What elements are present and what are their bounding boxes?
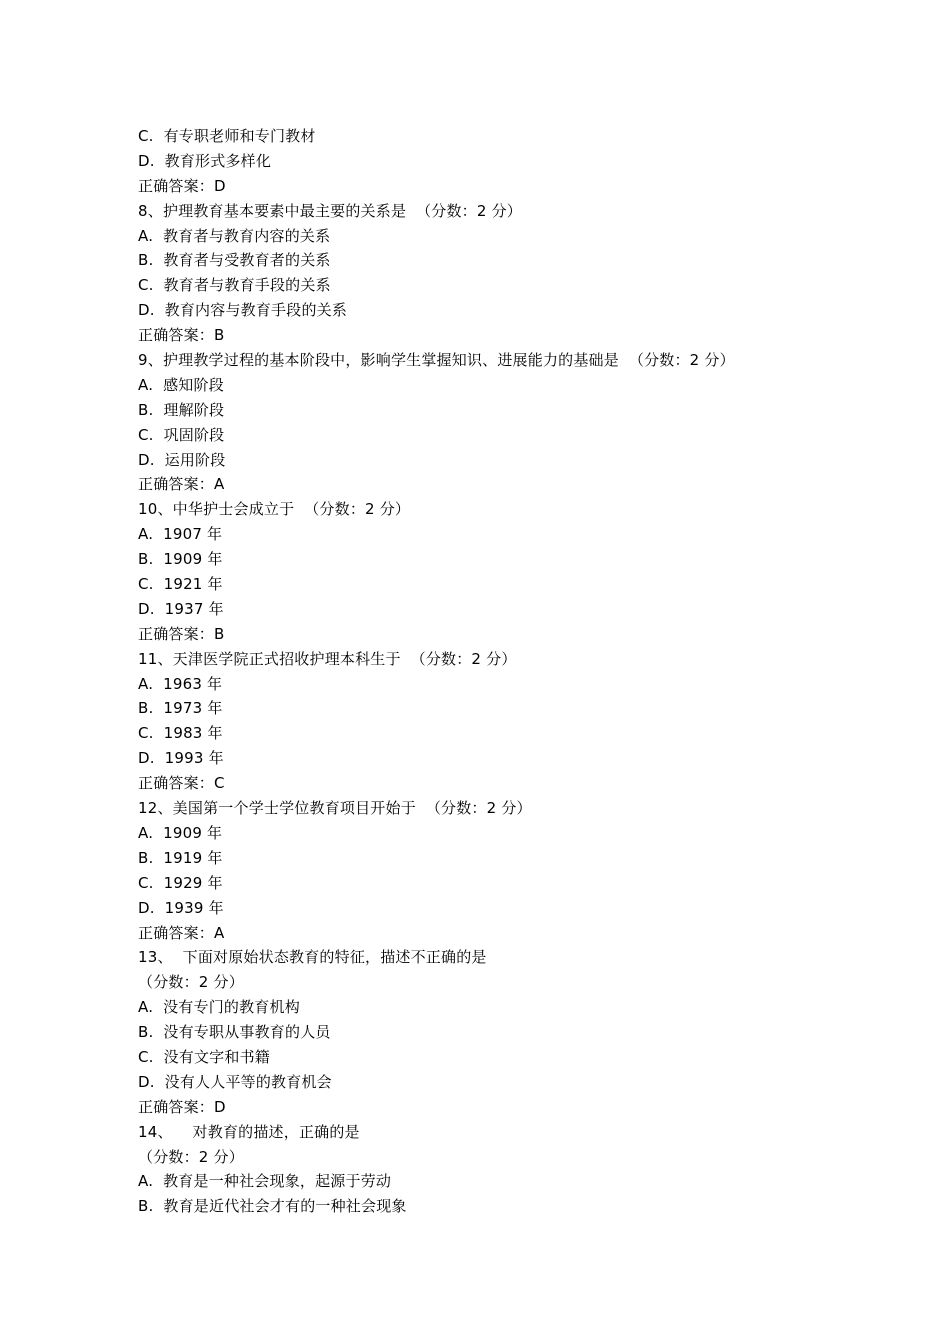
option-text: A. 教育者与教育内容的关系 xyxy=(138,226,331,245)
option-text: D. 教育内容与教育手段的关系 xyxy=(138,301,348,320)
option-text: C. 巩固阶段 xyxy=(138,425,225,444)
option-text: D. 1939 年 xyxy=(138,898,224,917)
option-text: A. 1963 年 xyxy=(138,674,223,693)
option-text: A. 1907 年 xyxy=(138,525,223,544)
option-text: B. 没有专职从事教育的人员 xyxy=(138,1023,331,1042)
answer-text: 正确答案：B xyxy=(138,326,225,345)
option-text: B. 理解阶段 xyxy=(138,400,225,419)
option-text: C. 没有文字和书籍 xyxy=(138,1047,270,1066)
answer-text: 正确答案：B xyxy=(138,624,225,643)
option-text: C. 1921 年 xyxy=(138,575,223,594)
answer-text: 正确答案：C xyxy=(138,774,225,793)
option-text: A. 1909 年 xyxy=(138,823,223,842)
question-text: 11、天津医学院正式招收护理本科生于 （分数：2 分） xyxy=(138,649,517,668)
answer-text: 正确答案：D xyxy=(138,176,226,195)
option-text: D. 1937 年 xyxy=(138,599,224,618)
option-text: D. 没有人人平等的教育机会 xyxy=(138,1072,332,1091)
option-text: B. 1973 年 xyxy=(138,699,223,718)
question-text: 14、 对教育的描述，正确的是 xyxy=(138,1122,360,1141)
question-score: （分数：2 分） xyxy=(138,973,244,992)
option-text: C. 有专职老师和专门教材 xyxy=(138,127,316,145)
option-text: B. 1909 年 xyxy=(138,550,223,569)
option-text: D. 运用阶段 xyxy=(138,450,226,469)
answer-text: 正确答案：A xyxy=(138,923,225,942)
option-text: A. 感知阶段 xyxy=(138,375,224,394)
question-score: （分数：2 分） xyxy=(138,1147,244,1166)
option-text: C. 1983 年 xyxy=(138,724,223,743)
question-text: 12、美国第一个学士学位教育项目开始于 （分数：2 分） xyxy=(138,799,532,818)
option-text: B. 教育者与受教育者的关系 xyxy=(138,251,331,270)
option-text: C. 教育者与教育手段的关系 xyxy=(138,276,331,295)
question-text: 9、护理教学过程的基本阶段中，影响学生掌握知识、进展能力的基础是 （分数：2 分） xyxy=(138,351,735,370)
option-text: D. 教育形式多样化 xyxy=(138,151,272,170)
option-text: D. 1993 年 xyxy=(138,749,224,768)
option-text: B. 1919 年 xyxy=(138,848,223,867)
option-text: A. 教育是一种社会现象，起源于劳动 xyxy=(138,1172,392,1191)
question-text: 8、护理教育基本要素中最主要的关系是 （分数：2 分） xyxy=(138,201,522,220)
option-text: C. 1929 年 xyxy=(138,873,223,892)
question-text: 13、 下面对原始状态教育的特征，描述不正确的是 xyxy=(138,948,487,967)
answer-text: 正确答案：A xyxy=(138,475,225,494)
document-body xyxy=(138,124,918,1219)
question-text: 10、中华护士会成立于 （分数：2 分） xyxy=(138,500,411,519)
option-text: B. 教育是近代社会才有的一种社会现象 xyxy=(138,1197,407,1216)
answer-text: 正确答案：D xyxy=(138,1097,226,1116)
option-text: A. 没有专门的教育机构 xyxy=(138,998,300,1017)
